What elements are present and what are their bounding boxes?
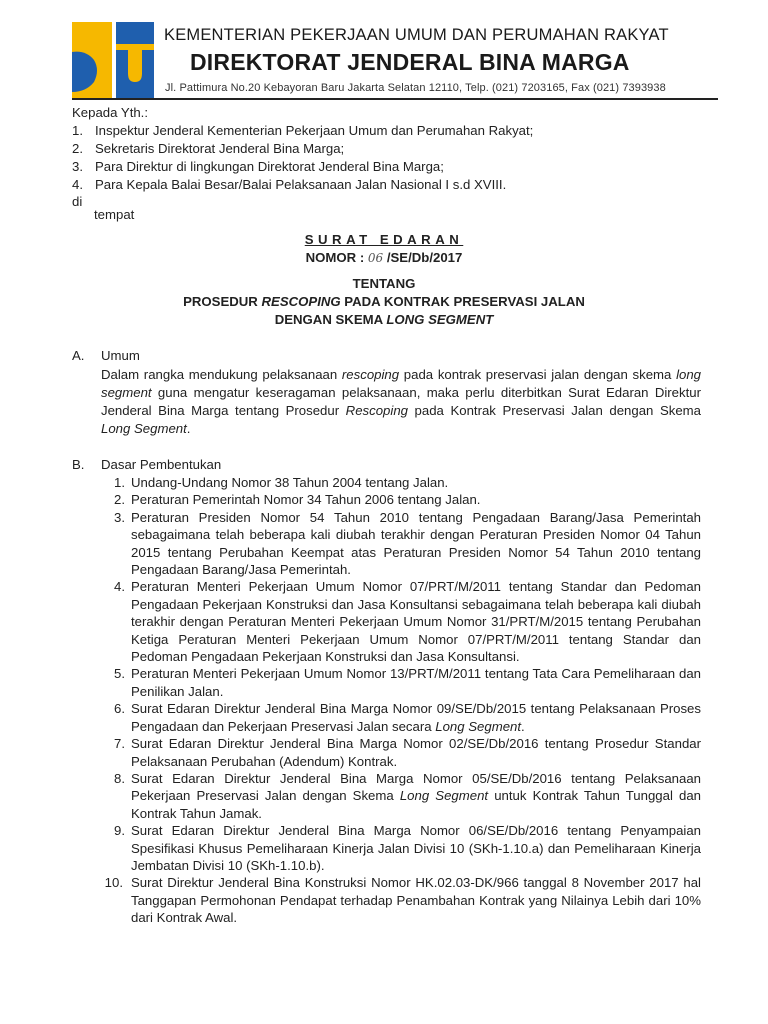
handwritten-number: 06 [367, 251, 384, 265]
recipient-item: 2. Sekretaris Direktorat Jenderal Bina Marga; [72, 141, 345, 156]
recipient-item: 4. Para Kepala Balai Besar/Balai Pelaksanaan Jalan Nasional I s.d XVIII. [72, 177, 507, 192]
tempat-label: tempat [94, 207, 135, 222]
greeting: Kepada Yth.: [72, 105, 149, 120]
recipient-item: 1. Inspektur Jenderal Kementerian Pekerjaan Umum dan Perumahan Rakyat; [72, 123, 534, 138]
directorate-name: DIREKTORAT JENDERAL BINA MARGA [190, 49, 630, 75]
subject-line-1: PROSEDUR RESCOPING PADA KONTRAK PRESERVASI JALAN [183, 294, 585, 309]
document-number: NOMOR : 06 /SE/Db/2017 [305, 250, 463, 265]
recipient-block [72, 104, 533, 194]
tentang-label: TENTANG [352, 276, 416, 291]
ministry-logo-icon [72, 22, 154, 98]
list-item: 5. Peraturan Menteri Pekerjaan Umum Nomor 13/PRT/M/2011 tentang Tata Cara Pemeliharaan dan Penilikan Jalan. [114, 666, 701, 699]
list-item: 8. Surat Edaran Direktur Jenderal Bina Marga Nomor 05/SE/Db/2016 tentang Pelaksanaan Pekerjaan Preservasi Jalan dengan Skema Long Segment untuk Kontrak Tahun Tunggal dan Kontrak Tahun Jamak. [114, 770, 702, 821]
list-item: 6. Surat Edaran Direktur Jenderal Bina Marga Nomor 09/SE/Db/2015 tentang Pelaksanaan Proses Pengadaan dan Pekerjaan Preservasi Jalan secara Long Segment. [114, 701, 701, 734]
section-b-heading: B. Dasar Pembentukan [72, 457, 222, 472]
list-item: 2. Peraturan Pemerintah Nomor 34 Tahun 2006 tentang Jalan. [114, 492, 481, 508]
recipient-item: 3. Para Direktur di lingkungan Direktorat Jenderal Bina Marga; [72, 159, 444, 174]
office-address: Jl. Pattimura No.20 Kebayoran Baru Jakarta Selatan 12110, Telp. (021) 7203165, Fax (021) 7393938 [165, 82, 666, 94]
legal-basis-list [101, 474, 701, 927]
document-title: SURAT EDARAN [304, 232, 464, 247]
section-a-heading: A. Umum [72, 348, 140, 363]
list-item: 9. Surat Edaran Direktur Jenderal Bina Marga Nomor 06/SE/Db/2016 tentang Penyampaian Spesifikasi Khusus Pemeliharaan Kinerja Jalan Divisi 10 (SKh-1.10.a) dan Pemeliharaan Kinerja Jembatan Divisi 10 (SKh-1.10.b). [114, 823, 701, 873]
list-item: 1. Undang-Undang Nomor 38 Tahun 2004 tentang Jalan. [114, 475, 449, 490]
letterhead-divider [72, 98, 718, 100]
list-item: 3. Peraturan Presiden Nomor 54 Tahun 2010 tentang Pengadaan Barang/Jasa Pemerintah sebagaimana telah beberapa kali diubah terakhir dengan Peraturan Presiden Nomor 04 Tahun 2015 tentang Perubahan Keempat atas Peraturan Presiden Nomor 54 Tahun 2010 tentang Pengadaan Barang/Jasa Pemerintah. [114, 509, 701, 578]
di-label: di [72, 194, 83, 209]
list-item: 4. Peraturan Menteri Pekerjaan Umum Nomor 07/PRT/M/2011 tentang Standar dan Pedoman Pengadaan Pekerjaan Konstruksi dan Jasa Konsultansi sebagaimana telah beberapa kali diubah terakhir dengan Peraturan Menteri Pekerjaan Umum Nomor 31/PRT/M/2015 tentang Perubahan Ketiga Peraturan Menteri Pekerjaan Umum Nomor 07/PRT/M/2011 tentang Standar dan Pedoman Pengadaan Pekerjaan Konstruksi dan Jasa Konsultansi. [114, 579, 701, 665]
list-item: 7. Surat Edaran Direktur Jenderal Bina Marga Nomor 02/SE/Db/2016 tentang Prosedur Standar Pelaksanaan Perubahan (Adendum) Kontrak. [114, 736, 701, 769]
ministry-name: KEMENTERIAN PEKERJAAN UMUM DAN PERUMAHAN RAKYAT [164, 26, 669, 44]
list-item: 10. Surat Direktur Jenderal Bina Konstruksi Nomor HK.02.03-DK/966 tanggal 8 November 2017 hal Tanggapan Permohonan Pendapat terhadap Penambahan Kontrak yang Nilainya Lebih dari 10% dari Kontrak Awal. [104, 875, 701, 926]
section-a-paragraph: Dalam rangka mendukung pelaksanaan rescoping pada kontrak preservasi jalan dengan skema long segment guna mengatur keseragaman pelaksanaan, maka perlu diterbitkan Surat Edaran Direktur Jenderal Bina Marga tentang Prosedur Rescoping pada Kontrak Preservasi Jalan dengan Skema Long Segment. [101, 367, 701, 436]
letterhead [72, 18, 718, 98]
subject-line-2: DENGAN SKEMA LONG SEGMENT [274, 312, 494, 327]
